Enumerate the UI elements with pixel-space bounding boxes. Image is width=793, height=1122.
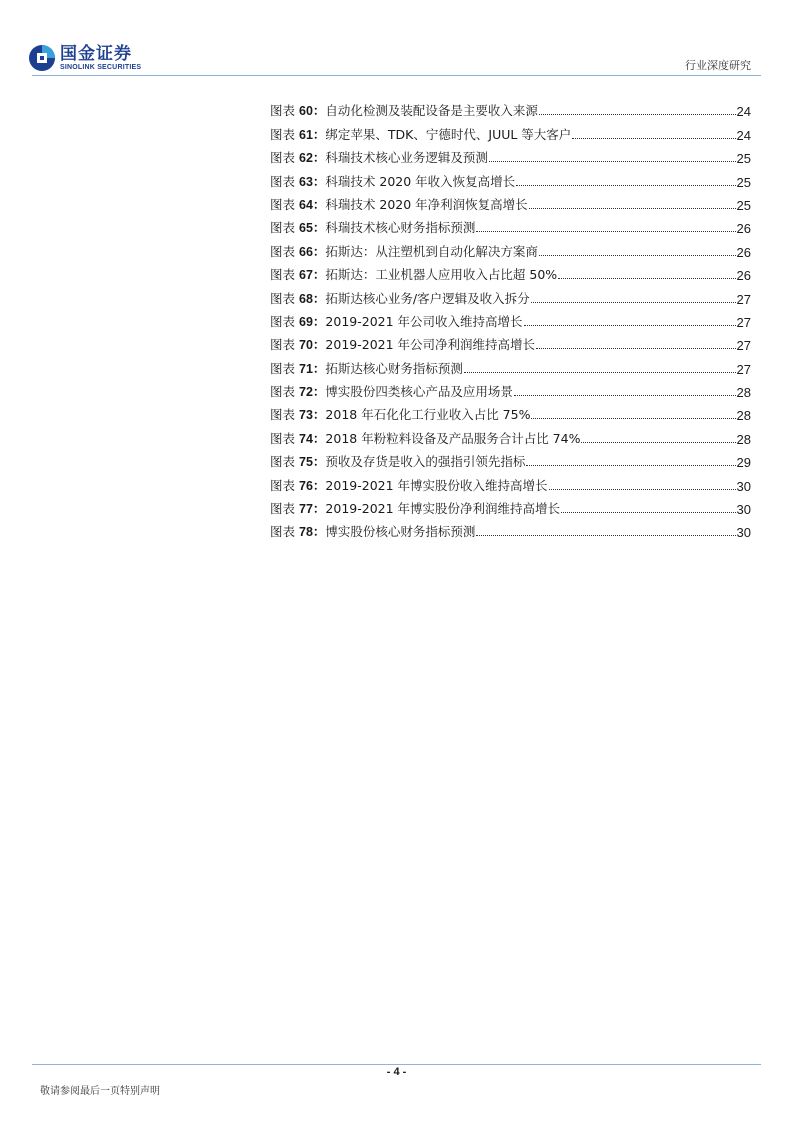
- toc-entry[interactable]: [270, 166, 751, 189]
- toc-entry-separator: ：: [312, 126, 326, 142]
- toc-entry-page: 26: [736, 221, 751, 237]
- toc-dot-leader: [464, 372, 736, 373]
- toc-dot-leader: [561, 512, 736, 513]
- toc-entry[interactable]: [270, 307, 751, 330]
- toc-dot-leader: [539, 114, 736, 115]
- logo-chinese-name: 国金证券: [60, 43, 132, 64]
- toc-entry-number: 60: [299, 104, 313, 119]
- toc-entry-number: 65: [299, 221, 313, 236]
- toc-entry-title: 博实股份四类核心产品及应用场景: [325, 384, 513, 400]
- toc-entry-prefix: 图表: [270, 173, 296, 189]
- sinolink-logo-icon: [28, 44, 56, 72]
- toc-dot-leader: [536, 348, 736, 349]
- toc-entry-page: 30: [736, 525, 751, 541]
- page-header: [0, 0, 793, 80]
- toc-entry[interactable]: [270, 119, 751, 142]
- toc-entry-page: 27: [736, 314, 751, 330]
- toc-entry-title: 科瑞技术 2020 年收入恢复高增长: [325, 173, 516, 189]
- toc-entry-number: 70: [299, 338, 313, 353]
- toc-entry-label: [270, 195, 325, 213]
- toc-entry-number: 77: [299, 502, 313, 517]
- toc-entry[interactable]: [270, 283, 751, 306]
- toc-entry[interactable]: [270, 400, 751, 423]
- toc-entry-separator: ：: [312, 313, 326, 329]
- toc-dot-leader: [549, 489, 736, 490]
- toc-dot-leader: [531, 302, 736, 303]
- toc-entry-page: 25: [736, 174, 751, 190]
- toc-entry-page: 29: [736, 455, 751, 471]
- toc-entry-number: 75: [299, 455, 313, 470]
- toc-entry-title: 拓斯达核心财务指标预测: [325, 360, 463, 376]
- toc-entry-number: 74: [299, 431, 313, 446]
- toc-entry-label: [270, 289, 325, 307]
- toc-entry-page: 26: [736, 268, 751, 284]
- toc-dot-leader: [516, 185, 735, 186]
- figure-table-of-contents: [270, 96, 751, 540]
- toc-entry-separator: ：: [312, 337, 326, 353]
- toc-entry-label: [270, 522, 325, 540]
- toc-entry[interactable]: [270, 470, 751, 493]
- toc-entry-title: 科瑞技术核心财务指标预测: [325, 220, 476, 236]
- toc-entry-label: [270, 218, 325, 236]
- toc-dot-leader: [572, 138, 735, 139]
- toc-entry-label: [270, 452, 325, 470]
- toc-entry-separator: ：: [312, 243, 326, 259]
- toc-entry[interactable]: [270, 330, 751, 353]
- toc-entry-label: [270, 265, 325, 283]
- toc-dot-leader: [489, 161, 736, 162]
- toc-entry-title: 2019-2021 年公司收入维持高增长: [325, 313, 523, 329]
- toc-entry-title: 拓斯达核心业务/客户逻辑及收入拆分: [325, 290, 530, 306]
- toc-entry-prefix: 图表: [270, 337, 296, 353]
- toc-entry-title: 自动化检测及装配设备是主要收入来源: [325, 103, 538, 119]
- toc-entry-separator: ：: [312, 501, 326, 517]
- toc-entry[interactable]: [270, 447, 751, 470]
- toc-entry-title: 2018 年粉粒料设备及产品服务合计占比 74%: [325, 430, 581, 446]
- toc-entry[interactable]: [270, 353, 751, 376]
- toc-entry-label: [270, 148, 325, 166]
- toc-entry-title: 2019-2021 年博实股份净利润维持高增长: [325, 501, 561, 517]
- toc-entry[interactable]: [270, 236, 751, 259]
- toc-entry-label: [270, 359, 325, 377]
- toc-entry-number: 63: [299, 174, 313, 189]
- toc-entry-label: [270, 335, 325, 353]
- toc-entry-number: 76: [299, 478, 313, 493]
- logo-text: [60, 45, 141, 72]
- toc-entry-title: 2019-2021 年博实股份收入维持高增长: [325, 477, 548, 493]
- toc-entry-separator: ：: [312, 477, 326, 493]
- toc-entry-page: 28: [736, 385, 751, 401]
- toc-dot-leader: [539, 255, 736, 256]
- toc-entry-label: [270, 242, 325, 260]
- logo-english-name: SINOLINK SECURITIES: [60, 63, 142, 71]
- toc-entry-prefix: 图表: [270, 360, 296, 376]
- toc-dot-leader: [581, 442, 735, 443]
- toc-entry-title: 绑定苹果、TDK、宁德时代、JUUL 等大客户: [325, 126, 572, 142]
- toc-entry-separator: ：: [312, 196, 326, 212]
- toc-entry-prefix: 图表: [270, 313, 296, 329]
- toc-entry-separator: ：: [312, 103, 326, 119]
- toc-entry-separator: ：: [312, 384, 326, 400]
- toc-entry-label: [270, 382, 325, 400]
- toc-entry[interactable]: [270, 423, 751, 446]
- toc-dot-leader: [476, 535, 735, 536]
- toc-dot-leader: [529, 208, 736, 209]
- toc-entry-prefix: 图表: [270, 290, 296, 306]
- toc-entry-separator: ：: [312, 524, 326, 540]
- toc-dot-leader: [558, 278, 735, 279]
- toc-entry-label: [270, 312, 325, 330]
- toc-dot-leader: [514, 395, 736, 396]
- toc-entry-label: [270, 499, 325, 517]
- toc-entry-prefix: 图表: [270, 501, 296, 517]
- toc-entry-title: 科瑞技术核心业务逻辑及预测: [325, 150, 488, 166]
- page-number: - 4 -: [386, 1066, 407, 1078]
- toc-entry[interactable]: [270, 96, 751, 119]
- toc-dot-leader: [524, 325, 736, 326]
- toc-entry-label: [270, 429, 325, 447]
- toc-entry-label: [270, 101, 325, 119]
- toc-entry-page: 26: [736, 244, 751, 260]
- toc-dot-leader: [476, 231, 735, 232]
- toc-entry-prefix: 图表: [270, 220, 296, 236]
- toc-entry-prefix: 图表: [270, 384, 296, 400]
- toc-entry-separator: ：: [312, 267, 326, 283]
- toc-entry-separator: ：: [312, 454, 326, 470]
- toc-entry-number: 72: [299, 385, 313, 400]
- toc-entry-label: [270, 125, 325, 143]
- toc-entry[interactable]: [270, 517, 751, 540]
- toc-entry-title: 拓斯达：从注塑机到自动化解决方案商: [325, 243, 538, 259]
- toc-entry-prefix: 图表: [270, 430, 296, 446]
- toc-entry-page: 25: [736, 151, 751, 167]
- toc-entry-page: 27: [736, 291, 751, 307]
- toc-entry-prefix: 图表: [270, 454, 296, 470]
- toc-entry-number: 73: [299, 408, 313, 423]
- toc-entry-separator: ：: [312, 150, 326, 166]
- toc-entry-page: 24: [736, 127, 751, 143]
- toc-entry-number: 68: [299, 291, 313, 306]
- toc-entry-separator: ：: [312, 430, 326, 446]
- toc-entry-prefix: 图表: [270, 103, 296, 119]
- toc-entry-separator: ：: [312, 220, 326, 236]
- toc-entry-title: 2019-2021 年公司净利润维持高增长: [325, 337, 536, 353]
- toc-entry-number: 78: [299, 525, 313, 540]
- toc-entry-page: 27: [736, 338, 751, 354]
- header-divider: [32, 75, 761, 76]
- toc-entry-title: 预收及存货是收入的强指引领先指标: [325, 454, 526, 470]
- toc-entry[interactable]: [270, 143, 751, 166]
- toc-entry-page: 28: [736, 408, 751, 424]
- toc-entry[interactable]: [270, 260, 751, 283]
- toc-entry-prefix: 图表: [270, 524, 296, 540]
- toc-entry-prefix: 图表: [270, 267, 296, 283]
- report-type-label: 行业深度研究: [685, 59, 751, 72]
- toc-dot-leader: [531, 418, 735, 419]
- toc-entry-page: 30: [736, 502, 751, 518]
- toc-entry-separator: ：: [312, 407, 326, 423]
- toc-entry-title: 科瑞技术 2020 年净利润恢复高增长: [325, 196, 528, 212]
- toc-entry[interactable]: [270, 190, 751, 213]
- toc-entry-number: 64: [299, 197, 313, 212]
- toc-entry-page: 27: [736, 361, 751, 377]
- toc-entry[interactable]: [270, 213, 751, 236]
- toc-entry-label: [270, 172, 325, 190]
- toc-entry-number: 61: [299, 127, 313, 142]
- toc-entry-prefix: 图表: [270, 407, 296, 423]
- toc-dot-leader: [526, 465, 735, 466]
- toc-entry-number: 67: [299, 268, 313, 283]
- disclaimer-text: 敬请参阅最后一页特别声明: [40, 1086, 160, 1097]
- toc-entry[interactable]: [270, 377, 751, 400]
- toc-entry[interactable]: [270, 494, 751, 517]
- toc-entry-title: 博实股份核心财务指标预测: [325, 524, 476, 540]
- toc-entry-number: 71: [299, 361, 313, 376]
- toc-entry-page: 24: [736, 104, 751, 120]
- toc-entry-prefix: 图表: [270, 196, 296, 212]
- toc-entry-number: 62: [299, 151, 313, 166]
- toc-entry-prefix: 图表: [270, 126, 296, 142]
- footer-divider: [32, 1064, 761, 1065]
- toc-entry-page: 25: [736, 197, 751, 213]
- toc-entry-page: 28: [736, 431, 751, 447]
- company-logo: [28, 44, 141, 72]
- toc-entry-page: 30: [736, 478, 751, 494]
- toc-entry-separator: ：: [312, 173, 326, 189]
- toc-entry-title: 拓斯达：工业机器人应用收入占比超 50%: [325, 267, 558, 283]
- toc-entry-separator: ：: [312, 360, 326, 376]
- toc-entry-prefix: 图表: [270, 477, 296, 493]
- toc-entry-separator: ：: [312, 290, 326, 306]
- toc-entry-prefix: 图表: [270, 150, 296, 166]
- toc-entry-prefix: 图表: [270, 243, 296, 259]
- toc-entry-label: [270, 405, 325, 423]
- toc-entry-number: 66: [299, 244, 313, 259]
- toc-entry-label: [270, 476, 325, 494]
- toc-entry-title: 2018 年石化化工行业收入占比 75%: [325, 407, 531, 423]
- toc-entry-number: 69: [299, 314, 313, 329]
